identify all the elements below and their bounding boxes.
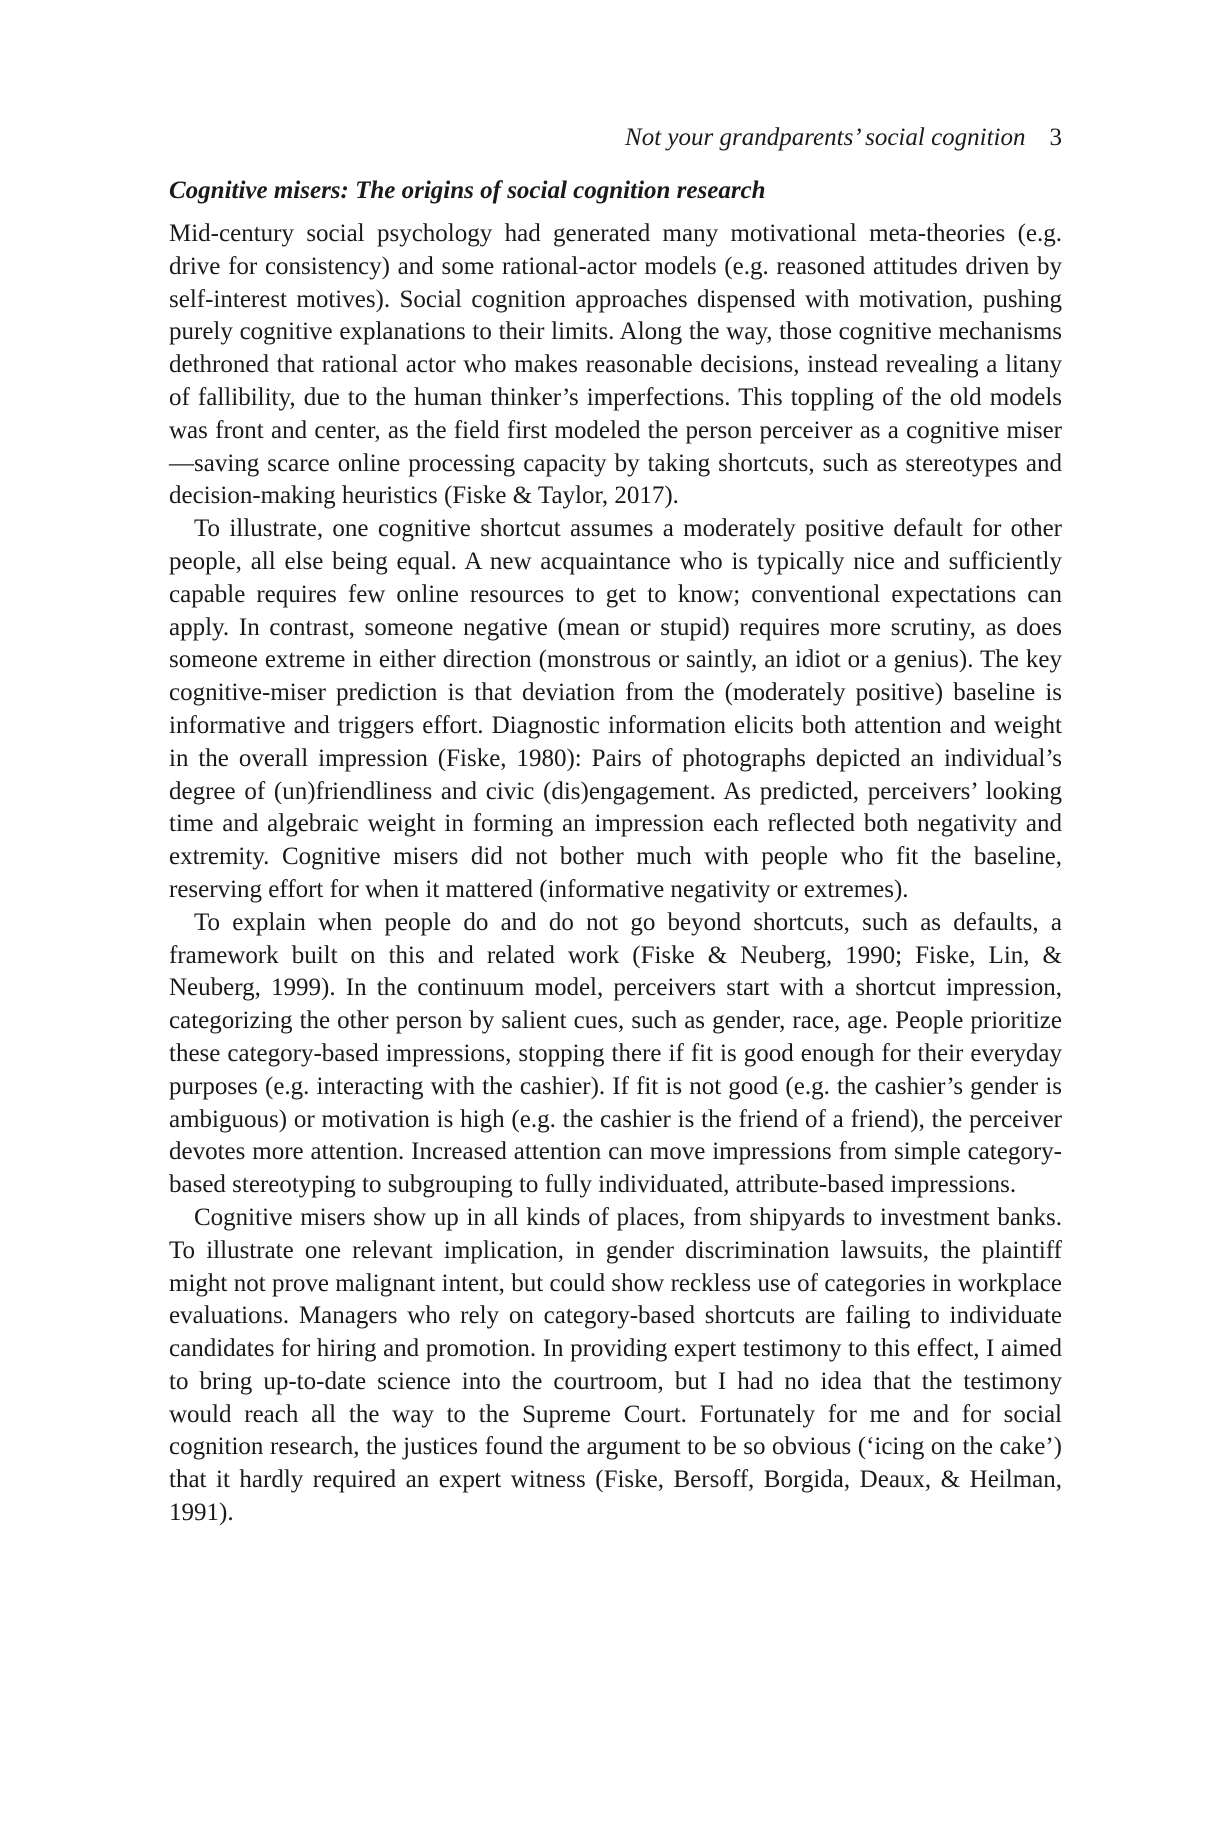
paragraph-4: Cognitive misers show up in all kinds of places, from shipyards to investment banks. To illustrate one relevant implication, in gender discrimination lawsuits, the plaintiff might not prove malignant intent, but could show reckless use of categories in workplace evaluations. Managers who rely on category-based shortcuts are failing to individuate candidates for hiring and promotion. In providing expert testimony to this effect, I aimed to bring up-to-date science into the courtroom, but I had no idea that the testimony would reach all the way to the Supreme Court. Fortunately for me and for social cognition research, the justices found the argument to be so obvious (‘icing on the cake’) that it hardly required an expert witness (Fiske, Bersoff, Borgida, Deaux, & Heilman, 1991). [169,1203,1062,1527]
paragraph-1: Mid-century social psychology had generated many motivational meta-theories (e.g. drive for consistency) and some rational-actor models (e.g. reasoned attitudes driven by self-interest motives). Social cognition approaches dispensed with motivation, pushing purely cognitive explanations to their limits. Along the way, those cognitive mechanisms dethroned that rational actor who makes reasonable decisions, instead revealing a litany of fallibility, due to the human thinker’s imperfections. This toppling of the old models was front and center, as the field first modeled the person perceiver as a cognitive miser—saving scarce online processing capacity by taking shortcuts, such as stereotypes and decision-making heuristics (Fiske & Taylor, 2017). [169,220,1062,510]
paragraph-2: To illustrate, one cognitive shortcut assumes a moderately positive default for other people, all else being equal. A new acquaintance who is typically nice and sufficiently capable requires few online resources to get to know; conventional expectations can apply. In contrast, someone negative (mean or stupid) requires more scrutiny, as does someone extreme in either direction (monstrous or saintly, an idiot or a genius). The key cognitive-miser prediction is that deviation from the (moderately positive) baseline is informative and triggers effort. Diagnostic information elicits both attention and weight in the overall impression (Fiske, 1980): Pairs of photographs depicted an individual’s degree of (un)friendliness and civic (dis)engagement. As predicted, perceivers’ looking time and algebraic weight in forming an impression each reflected both negativity and extremity. Cognitive misers did not bother much with people who fit the baseline, reserving effort for when it mattered (informative negativity or extremes). [169,515,1062,903]
page-body [169,174,1062,1530]
paragraph-3: To explain when people do and do not go beyond shortcuts, such as defaults, a framework built on this and related work (Fiske & Neuberg, 1990; Fiske, Lin, & Neuberg, 1999). In the continuum model, perceivers start with a shortcut impression, categorizing the other person by salient cues, such as gender, race, age. People prioritize these category-based impressions, stopping there if fit is good enough for their everyday purposes (e.g. interacting with the cashier). If fit is not good (e.g. the cashier’s gender is ambiguous) or motivation is high (e.g. the cashier is the friend of a friend), the perceiver devotes more attention. Increased attention can move impressions from simple category-based stereotyping to subgrouping to fully individuated, attribute-based impressions. [169,908,1062,1199]
page-number: 3 [1049,124,1062,151]
running-head-title: Not your grandparents’ social cognition [625,124,1026,151]
running-head [625,123,1062,153]
section-heading: Cognitive misers: The origins of social cognition research [169,177,766,204]
